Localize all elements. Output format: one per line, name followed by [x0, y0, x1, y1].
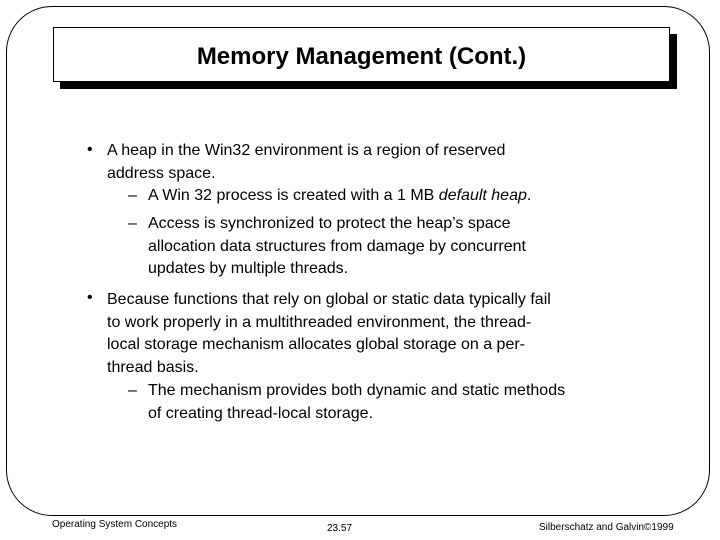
slide-title: Memory Management (Cont.)	[196, 42, 527, 70]
dash-marker: –	[128, 187, 137, 204]
footer-slide-number: 23.57	[327, 523, 353, 534]
bullet-marker: •	[87, 289, 93, 306]
bullet-1-sub-2-line-1: Access is synchronized to protect the heap’s space	[148, 215, 511, 232]
bullet-1-sub-1-prefix: A Win 32 process is created with a 1 MB	[148, 187, 439, 204]
dash-marker: –	[128, 382, 137, 399]
bullet-2-line-3: local storage mechanism allocates global storage on a per-	[107, 336, 526, 353]
bullet-2-line-2: to work properly in a multithreaded environment, the thread-	[107, 313, 532, 331]
bullet-1-sub-1-emphasis: default heap	[438, 187, 527, 204]
dash-marker: –	[128, 215, 137, 232]
bullet-1-line-1: A heap in the Win32 environment is a region of reserved	[107, 142, 506, 159]
footer-course-title: Operating System Concepts	[52, 519, 178, 530]
bullet-1-sub-1-line-1	[148, 185, 531, 208]
bullet-2-sub-1-line-2: of creating thread-local storage.	[148, 404, 374, 422]
bullet-2-line-1: Because functions that rely on global or static data typically fail	[107, 291, 551, 308]
bullet-1-sub-2-line-3: updates by multiple threads.	[148, 260, 349, 277]
bullet-2-sub-1-line-1: The mechanism provides both dynamic and static methods	[148, 382, 566, 399]
bullet-1-sub-1-suffix: .	[526, 187, 532, 204]
bullet-1-line-2: address space.	[107, 164, 216, 182]
footer-copyright: Silberschatz and Galvin©1999	[539, 522, 674, 533]
bullet-1-sub-2-line-2: allocation data structures from damage by concurrent	[148, 237, 526, 255]
bullet-2-line-4: thread basis.	[107, 358, 199, 376]
bullet-marker: •	[87, 141, 93, 158]
